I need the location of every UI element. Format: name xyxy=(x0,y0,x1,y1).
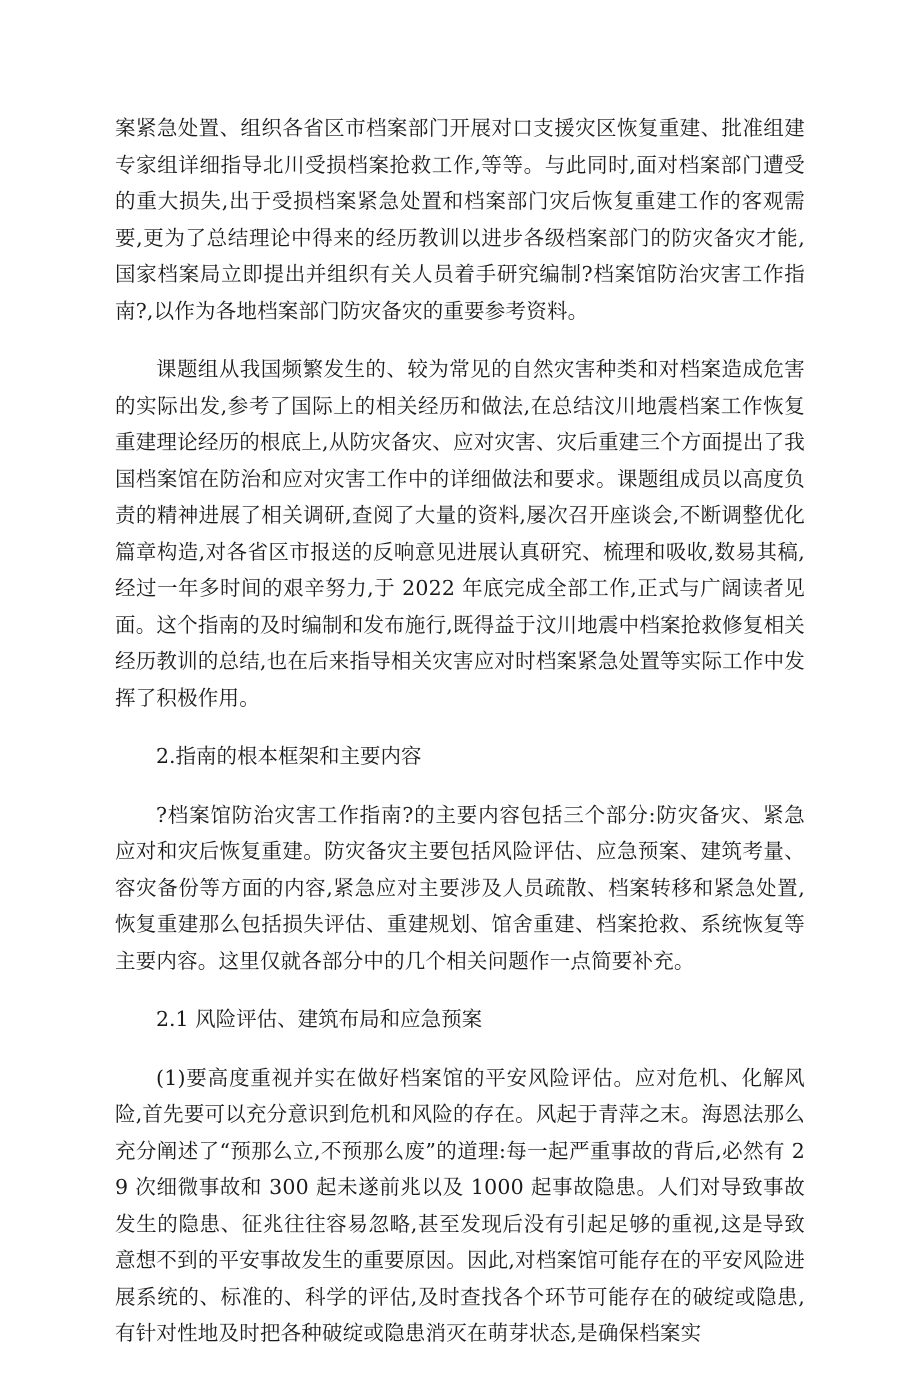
section-heading-2: 2.指南的根本框架和主要内容 xyxy=(156,744,422,768)
paragraph-continuation: 案紧急处置、组织各省区市档案部门开展对口支援灾区恢复重建、批准组建专家组详细指导北川受损档案抢救工作,等等。与此同时,面对档案部门遭受的重大损失,出于受损档案紧急处置和档案部门灾后恢复重建工作的客观需要,更为了总结理论中得来的经历教训以进步各级档案部门的防灾备灾才能,国家档案局立即提出并组织有关人员着手研究编制?档案馆防治灾害工作指南?,以作为各地档案部门防灾备灾的重要参考资料。 xyxy=(115,116,805,323)
document-body xyxy=(115,110,805,1374)
paragraph-guide-contents: ?档案馆防治灾害工作指南?的主要内容包括三个部分:防灾备灾、紧急应对和灾后恢复重建。防灾备灾主要包括风险评估、应急预案、建筑考量、容灾备份等方面的内容,紧急应对主要涉及人员疏散、档案转移和紧急处置,恢复重建那么包括损失评估、重建规划、馆舍重建、档案抢救、系统恢复等主要内容。这里仅就各部分中的几个相关问题作一点简要补充。 xyxy=(115,802,805,973)
paragraph-research-group: 课题组从我国频繁发生的、较为常见的自然灾害种类和对档案造成危害的实际出发,参考了国际上的相关经历和做法,在总结汶川地震档案工作恢复重建理论经历的根底上,从防灾备灾、应对灾害、灾后重建三个方面提出了我国档案馆在防治和应对灾害工作中的详细做法和要求。课题组成员以高度负责的精神进展了相关调研,查阅了大量的资料,屡次召开座谈会,不断调整优化篇章构造,对各省区市报送的反响意见进展认真研究、梳理和吸收,数易其稿,经过一年多时间的艰辛努力,于 2022 年底完成全部工作,正式与广阔读者见面。这个指南的及时编制和发布施行,既得益于汶川地震中档案抢救修复相关经历教训的总结,也在后来指导相关灾害应对时档案紧急处置等实际工作中发挥了积极作用。 xyxy=(115,357,805,710)
section-heading-2-1: 2.1 风险评估、建筑布局和应急预案 xyxy=(156,1007,483,1031)
paragraph-risk-assessment: (1)要高度重视并实在做好档案馆的平安风险评估。应对危机、化解风险,首先要可以充分意识到危机和风险的存在。风起于青萍之末。海恩法那么充分阐述了“预那么立,不预那么废”的道理:每一起严重事故的背后,必然有 29 次细微事故和 300 起未遂前兆以及 1000 起事故隐患。人们对导致事故发生的隐患、征兆往往容易忽略,甚至发现后没有引起足够的重视,这是导致意想不到的平安事故发生的重要原因。因此,对档案馆可能存在的平安风险进展系统的、标准的、科学的评估,及时查找各个环节可能存在的破绽或隐患,有针对性地及时把各种破绽或隐患消灭在萌芽状态,是确保档案实 xyxy=(115,1065,805,1345)
